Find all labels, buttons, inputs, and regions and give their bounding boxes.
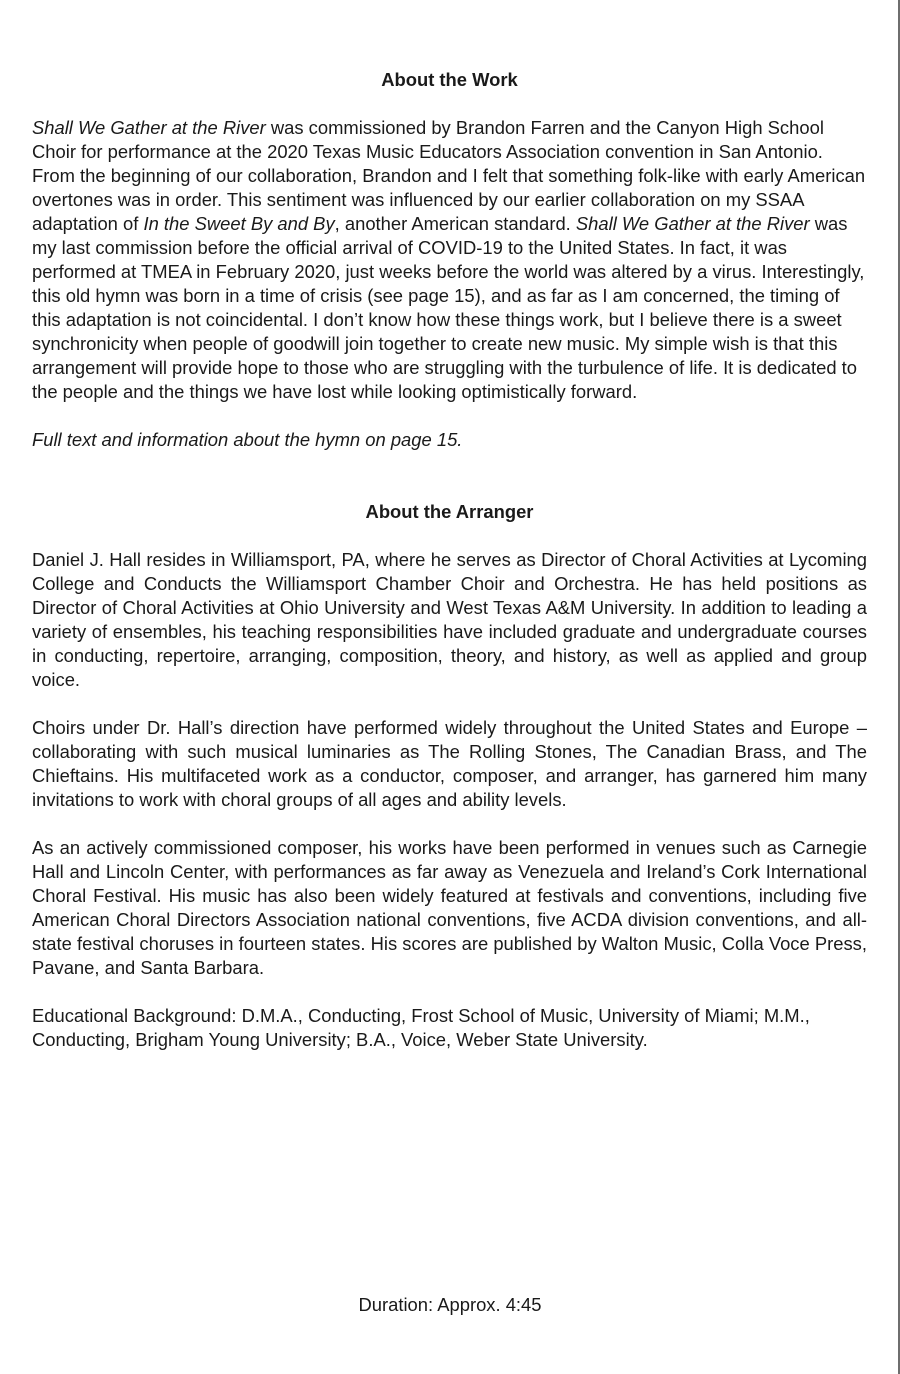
educational-background: Educational Background: D.M.A., Conducting, Frost School of Music, University of Miami; M.M., Conducting, Brigham Young University; B.A., Voice, Weber State University. (32, 1005, 810, 1050)
hymn-note-text: Full text and information about the hymn on page 15. (32, 429, 463, 450)
about-arranger-heading: About the Arranger (365, 501, 534, 522)
arranger-paragraph-3: As an actively commissioned composer, his works have been performed in venues such as Carnegie Hall and Lincoln Center, with performances as far away as Venezuela and Ireland’s Cork International Choral Festival. His music has also been widely featured at festivals and conventions, including five American Choral Directors Association national conventions, five ACDA division conventions, and all-state festival choruses in fourteen states. His scores are published by Walton Music, Colla Voce Press, Pavane, and Santa Barbara. (32, 837, 867, 978)
about-work-heading: About the Work (381, 69, 518, 90)
hymn-note (32, 428, 867, 452)
text-run: , another American standard. (334, 213, 576, 234)
about-work-paragraph (32, 116, 867, 404)
arranger-paragraph-1: Daniel J. Hall resides in Williamsport, PA, where he serves as Director of Choral Activities at Lycoming College and Conducts the Williamsport Chamber Choir and Orchestra. He has held positions as Director of Choral Activities at Ohio University and West Texas A&M University. In addition to leading a variety of ensembles, his teaching responsibilities have included graduate and undergraduate courses in conducting, repertoire, arranging, composition, theory, and history, as well as applied and group voice. (32, 549, 867, 690)
duration: Duration: Approx. 4:45 (358, 1294, 542, 1315)
work-title: In the Sweet By and By (143, 213, 335, 234)
document-body (32, 68, 867, 1052)
text-run: was commissioned by Brandon Farren and the Canyon High School Choir for performance at the 2020 Texas Music Educators Association convention in San Antonio. From the beginning of our collaboration, Brandon and I felt that something folk-like with early American overtones was in order. This sentiment was influenced by our earlier collaboration on my SSAA adaptation of (32, 117, 866, 234)
work-title: Shall We Gather at the River (32, 117, 266, 138)
arranger-paragraph-2: Choirs under Dr. Hall’s direction have performed widely throughout the United States and Europe – collaborating with such musical luminaries as The Rolling Stones, The Canadian Brass, and The Chieftains. His multifaceted work as a conductor, composer, and arranger, has garnered him many invitations to work with choral groups of all ages and ability levels. (32, 717, 867, 810)
text-run: was my last commission before the official arrival of COVID-19 to the United States. In fact, it was performed at TMEA in February 2020, just weeks before the world was altered by a virus. Interestingly, this old hymn was born in a time of crisis (see page 15), and as far as I am concerned, the timing of this adaptation is not coincidental. I don’t know how these things work, but I believe there is a sweet synchronicity when people of goodwill join together to create new music. My simple wish is that this arrangement will provide hope to those who are struggling with the turbulence of life. It is dedicated to the people and the things we have lost while looking optimistically forward. (32, 213, 865, 402)
work-title: Shall We Gather at the River (575, 213, 810, 234)
